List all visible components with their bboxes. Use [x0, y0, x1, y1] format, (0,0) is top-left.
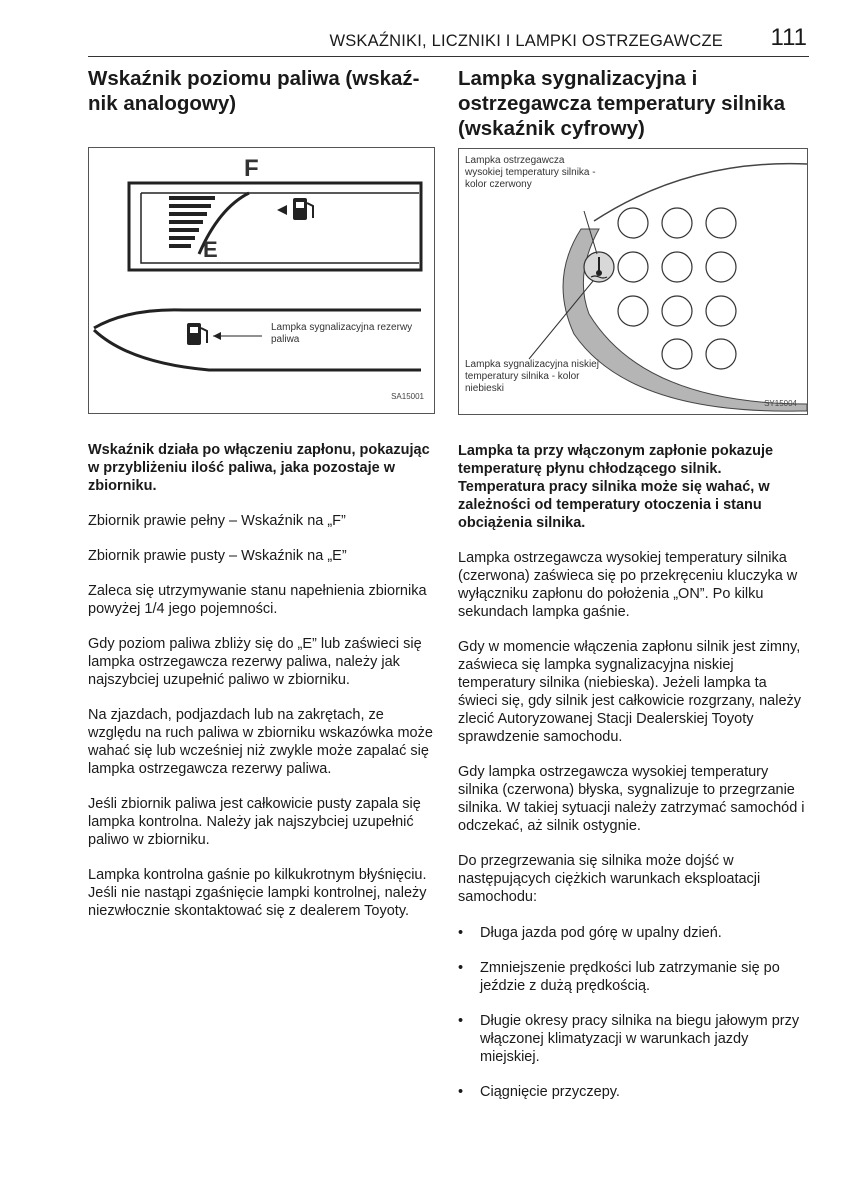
fuel-reserve-lamp-label: Lampka sygnalizacyjna rezerwy paliwa	[271, 322, 413, 345]
gauge-empty-mark: E	[203, 237, 218, 262]
bullet-marker: •	[458, 960, 464, 976]
bullet-marker: •	[458, 1084, 464, 1100]
paragraph: Zbiornik prawie pusty – Wskaźnik na „E”	[88, 548, 347, 564]
pointer-icon	[277, 205, 287, 215]
list-item: • Długie okresy pracy silnika na biegu jałowym przy włączonej klimatyzacji w warunkach jazdy miejskiej.	[458, 1013, 800, 1065]
figure-code: SY15004	[764, 399, 797, 408]
lead-paragraph: Lampka ta przy włączonym zapłonie pokazuje temperaturę płynu chłodzącego silnik. Temperatura pracy silnika może się wahać, w zależności od temperatury otoczenia i stanu obciążenia silnika.	[458, 443, 774, 531]
paragraph: Na zjazdach, podjazdach lub na zakrętach, ze względu na ruch paliwa w zbiorniku wskazówka może wahać się lub wcześniej niż zwykle może zapalać się lampka ostrzegawcza rezerwy paliwa.	[88, 707, 433, 777]
fuel-gauge-illustration	[89, 148, 434, 413]
paragraph: Gdy lampka ostrzegawcza wysokiej temperatury silnika (czerwona) błyska, sygnalizuje to przegrzanie silnika. W takiej sytuacji należy zatrzymać samochód i odczekać, aż silnik ostygnie.	[458, 764, 805, 834]
list-item: • Zmniejszenie prędkości lub zatrzymanie się po jeździe z dużą prędkością.	[458, 960, 780, 994]
figure-code: SA15001	[391, 392, 424, 401]
paragraph: Do przegrzewania się silnika może dojść w następujących ciężkich warunkach eksploatacji samochodu:	[458, 853, 761, 905]
left-section-heading: Wskaźnik poziomu paliwa (wskaź-nik analogowy)	[88, 67, 420, 115]
list-item: • Ciągnięcie przyczepy.	[458, 1084, 620, 1100]
gauge-full-mark: F	[244, 155, 259, 182]
right-section-heading: Lampka sygnalizacyjna i ostrzegawcza temperatury silnika (wskaźnik cyfrowy)	[458, 67, 785, 140]
lead-paragraph: Wskaźnik działa po włączeniu zapłonu, pokazując w przybliżeniu ilość paliwa, jaka pozostaje w zbiorniku.	[88, 442, 430, 494]
fuel-reserve-lamp-icon	[187, 323, 207, 345]
page-number: 111	[770, 24, 807, 51]
low-temp-lamp-label: Lampka sygnalizacyjna niskiej temperatury silnika - kolor niebieski	[465, 359, 599, 394]
indicator-grid	[618, 208, 736, 369]
temperature-icon	[584, 252, 614, 282]
list-item: • Długa jazda pod górę w upalny dzień.	[458, 925, 722, 941]
bullet-marker: •	[458, 1013, 464, 1029]
paragraph: Zbiornik prawie pełny – Wskaźnik na „F”	[88, 513, 346, 529]
paragraph: Gdy poziom paliwa zbliży się do „E” lub zaświeci się lampka ostrzegawcza rezerwy paliwa, należy jak najszybciej uzupełnić paliwo w zbiorniku.	[88, 636, 422, 688]
fuel-pump-icon	[293, 198, 313, 220]
right-column	[458, 66, 808, 1101]
high-temp-lamp-label: Lampka ostrzegawcza wysokiej temperatury silnika - kolor czerwony	[465, 155, 596, 190]
paragraph: Gdy w momencie włączenia zapłonu silnik jest zimny, zaświeca się lampka sygnalizacyjna niskiej temperatury silnika (niebieska). Jeżeli lampka ta świeci się, gdy silnik jest całkowicie rozgrzany, należy zlecić Autoryzowanej Stacji Dealerskiej Toyoty sprawdzenie samochodu.	[458, 639, 802, 745]
left-column	[88, 66, 438, 920]
section-title: WSKAŹNIKI, LICZNIKI I LAMPKI OSTRZEGAWCZE	[329, 32, 723, 50]
paragraph: Jeśli zbiornik paliwa jest całkowicie pusty zapala się lampka kontrolna. Należy jak najszybciej uzupełnić paliwo w zbiorniku.	[88, 796, 421, 848]
paragraph: Lampka kontrolna gaśnie po kilkukrotnym błyśnięciu. Jeśli nie nastąpi zgaśnięcie lampki kontrolnej, należy niezwłocznie skontaktować się z dealerem Toyoty.	[88, 867, 427, 919]
page-header	[88, 26, 809, 57]
bullet-marker: •	[458, 925, 464, 941]
paragraph: Zaleca się utrzymywanie stanu napełnienia zbiornika powyżej 1/4 jego pojemności.	[88, 583, 427, 617]
paragraph: Lampka ostrzegawcza wysokiej temperatury silnika (czerwona) zaświeca się po przekręceniu kluczyka w wyłączniku zapłonu do położenia „ON”. Po kilku sekundach lampka gaśnie.	[458, 550, 798, 620]
fuel-gauge-figure	[88, 147, 435, 414]
temperature-lamp-figure	[458, 148, 808, 415]
overheat-conditions-list	[458, 924, 808, 1101]
